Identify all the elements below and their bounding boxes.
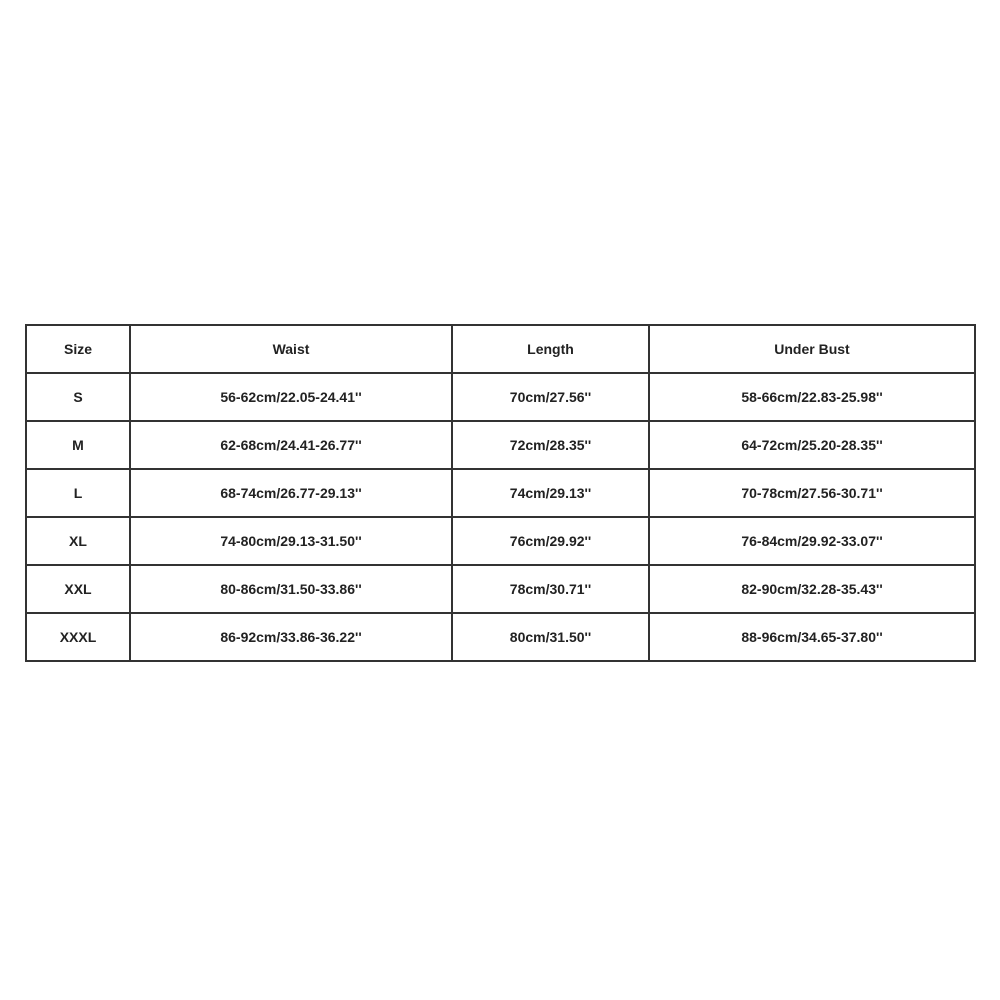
waist-cell: 68-74cm/26.77-29.13'' [130, 469, 452, 517]
table-row [26, 373, 975, 421]
waist-cell: 56-62cm/22.05-24.41'' [130, 373, 452, 421]
size-chart-header [26, 325, 975, 373]
length-cell: 72cm/28.35'' [452, 421, 649, 469]
length-cell: 78cm/30.71'' [452, 565, 649, 613]
table-row [26, 421, 975, 469]
under-bust-cell: 70-78cm/27.56-30.71'' [649, 469, 975, 517]
header-length: Length [452, 325, 649, 373]
size-cell: L [26, 469, 130, 517]
size-cell: S [26, 373, 130, 421]
header-under-bust: Under Bust [649, 325, 975, 373]
under-bust-cell: 64-72cm/25.20-28.35'' [649, 421, 975, 469]
size-chart-body [26, 373, 975, 661]
under-bust-cell: 76-84cm/29.92-33.07'' [649, 517, 975, 565]
under-bust-cell: 82-90cm/32.28-35.43'' [649, 565, 975, 613]
waist-cell: 62-68cm/24.41-26.77'' [130, 421, 452, 469]
under-bust-cell: 88-96cm/34.65-37.80'' [649, 613, 975, 661]
table-row [26, 565, 975, 613]
table-row [26, 517, 975, 565]
size-cell: M [26, 421, 130, 469]
under-bust-cell: 58-66cm/22.83-25.98'' [649, 373, 975, 421]
waist-cell: 74-80cm/29.13-31.50'' [130, 517, 452, 565]
length-cell: 74cm/29.13'' [452, 469, 649, 517]
waist-cell: 86-92cm/33.86-36.22'' [130, 613, 452, 661]
header-row [26, 325, 975, 373]
length-cell: 76cm/29.92'' [452, 517, 649, 565]
size-chart-table [25, 324, 976, 662]
waist-cell: 80-86cm/31.50-33.86'' [130, 565, 452, 613]
header-waist: Waist [130, 325, 452, 373]
size-cell: XXXL [26, 613, 130, 661]
table-row [26, 469, 975, 517]
length-cell: 70cm/27.56'' [452, 373, 649, 421]
table-row [26, 613, 975, 661]
header-size: Size [26, 325, 130, 373]
size-cell: XL [26, 517, 130, 565]
length-cell: 80cm/31.50'' [452, 613, 649, 661]
size-cell: XXL [26, 565, 130, 613]
